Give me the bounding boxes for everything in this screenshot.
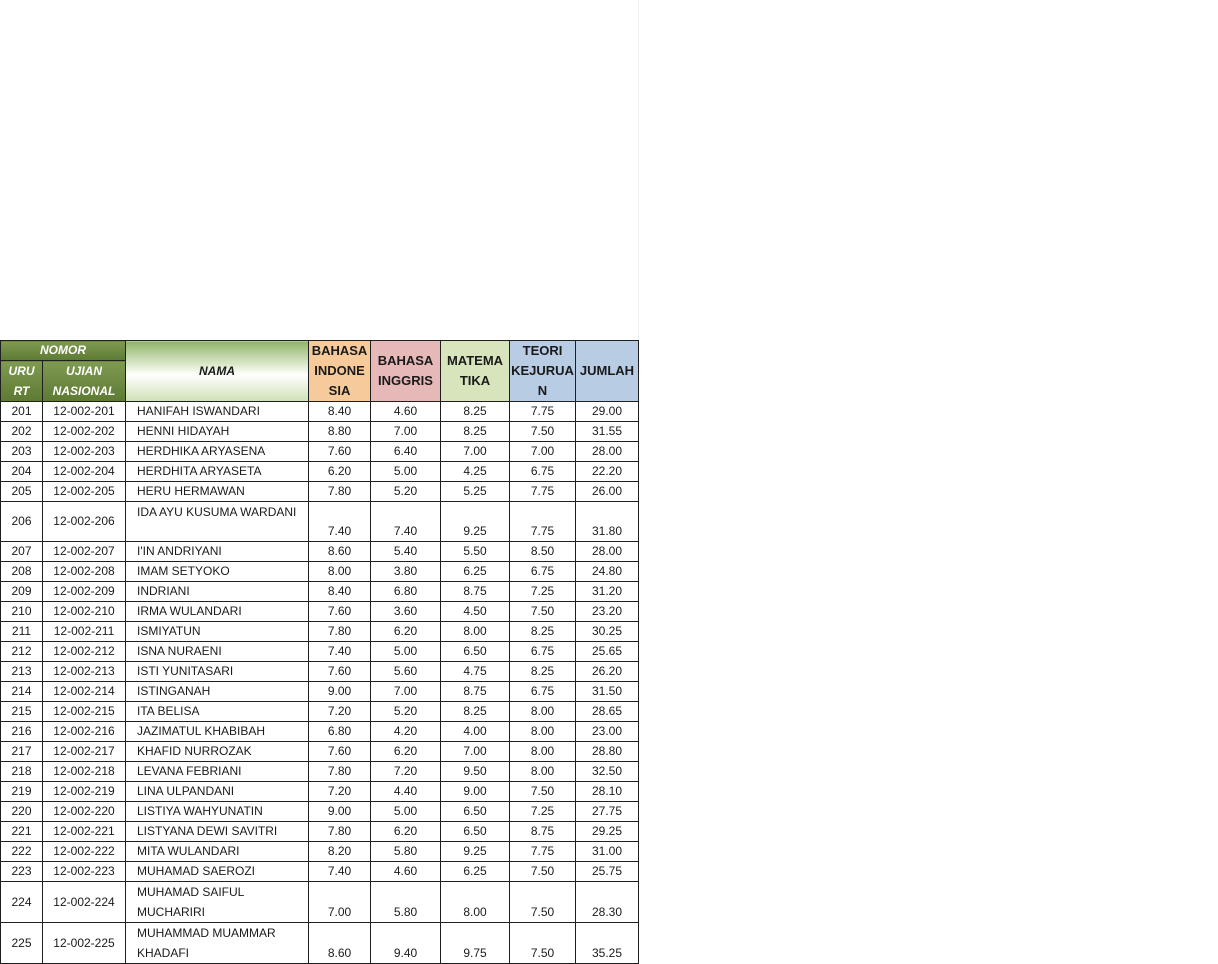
teori-kejuruan-cell: 8.25 [510,622,576,642]
ujian-nasional-cell: 12-002-222 [43,842,126,862]
matematika-cell: 6.50 [441,802,510,822]
ujian-nasional-cell: 12-002-202 [43,422,126,442]
bahasa-inggris-cell: 5.40 [371,542,441,562]
table-row [1,642,639,662]
teori-kejuruan-cell: 7.50 [510,782,576,802]
bahasa-indonesia-cell: 8.20 [309,842,371,862]
bahasa-inggris-cell: 5.20 [371,702,441,722]
matematika-cell: 6.50 [441,642,510,662]
bahasa-inggris-cell: 4.20 [371,722,441,742]
bahasa-inggris-cell: 9.40 [371,923,441,964]
nama-cell: LISTYANA DEWI SAVITRI [126,822,309,842]
bahasa-indonesia-header: BAHASA INDONE SIA [309,341,371,402]
table-row [1,502,639,542]
teori-kejuruan-cell: 8.75 [510,822,576,842]
bahasa-inggris-cell: 3.60 [371,602,441,622]
jumlah-cell: 26.20 [576,662,639,682]
teori-kejuruan-cell: 7.50 [510,602,576,622]
nama-cell: HERDHITA ARYASETA [126,462,309,482]
bahasa-indonesia-cell: 8.40 [309,582,371,602]
matematika-cell: 8.00 [441,622,510,642]
ujian-nasional-cell: 12-002-201 [43,402,126,422]
ujian-nasional-cell: 12-002-213 [43,662,126,682]
nama-cell: LINA ULPANDANI [126,782,309,802]
urut-cell: 205 [1,482,43,502]
teori-kejuruan-cell: 7.50 [510,862,576,882]
bahasa-indonesia-cell: 8.00 [309,562,371,582]
nama-cell: ISMIYATUN [126,622,309,642]
bahasa-inggris-cell: 5.80 [371,882,441,923]
jumlah-cell: 31.00 [576,842,639,862]
nama-cell: ISTI YUNITASARI [126,662,309,682]
teori-kejuruan-cell: 7.25 [510,802,576,822]
ujian-nasional-cell: 12-002-215 [43,702,126,722]
sheet-gridline [638,0,639,340]
teori-kejuruan-cell: 7.50 [510,923,576,964]
ujian-nasional-cell: 12-002-204 [43,462,126,482]
bahasa-indonesia-cell: 7.80 [309,762,371,782]
nama-cell: HERU HERMAWAN [126,482,309,502]
bahasa-inggris-cell: 5.80 [371,842,441,862]
bahasa-inggris-cell: 6.40 [371,442,441,462]
urut-cell: 202 [1,422,43,442]
bahasa-inggris-cell: 4.60 [371,862,441,882]
table-row [1,682,639,702]
jumlah-cell: 23.00 [576,722,639,742]
ujian-nasional-cell: 12-002-205 [43,482,126,502]
jumlah-cell: 31.50 [576,682,639,702]
bahasa-indonesia-cell: 7.80 [309,822,371,842]
table-row [1,702,639,722]
table-row [1,742,639,762]
nomor-header: NOMOR [1,341,126,361]
bahasa-inggris-cell: 7.20 [371,762,441,782]
bahasa-indonesia-cell: 7.80 [309,482,371,502]
teori-kejuruan-cell: 7.75 [510,402,576,422]
nama-cell: JAZIMATUL KHABIBAH [126,722,309,742]
nama-cell: MUHAMAD SAIFUL MUCHARIRI [126,882,309,923]
ujian-nasional-cell: 12-002-206 [43,502,126,542]
teori-kejuruan-cell: 6.75 [510,642,576,662]
urut-cell: 204 [1,462,43,482]
ujian-nasional-cell: 12-002-217 [43,742,126,762]
ujian-nasional-cell: 12-002-212 [43,642,126,662]
teori-kejuruan-cell: 7.00 [510,442,576,462]
table-row [1,923,639,964]
nama-cell: ISTINGANAH [126,682,309,702]
bahasa-indonesia-cell: 6.80 [309,722,371,742]
urut-cell: 210 [1,602,43,622]
urut-cell: 212 [1,642,43,662]
matematika-cell: 9.25 [441,842,510,862]
jumlah-cell: 28.00 [576,542,639,562]
urut-cell: 215 [1,702,43,722]
nama-cell: HERDHIKA ARYASENA [126,442,309,462]
nama-cell: ITA BELISA [126,702,309,722]
ujian-nasional-cell: 12-002-219 [43,782,126,802]
ujian-nasional-cell: 12-002-203 [43,442,126,462]
urut-cell: 225 [1,923,43,964]
teori-kejuruan-cell: 6.75 [510,682,576,702]
bahasa-inggris-cell: 6.20 [371,742,441,762]
bahasa-inggris-cell: 6.80 [371,582,441,602]
urut-cell: 224 [1,882,43,923]
nama-header: NAMA [126,341,309,402]
urut-header: URU RT [1,361,43,402]
bahasa-indonesia-cell: 8.60 [309,542,371,562]
jumlah-cell: 26.00 [576,482,639,502]
jumlah-header: JUMLAH [576,341,639,402]
bahasa-indonesia-cell: 7.20 [309,782,371,802]
ujian-nasional-cell: 12-002-220 [43,802,126,822]
table-row [1,882,639,923]
urut-cell: 201 [1,402,43,422]
jumlah-cell: 31.20 [576,582,639,602]
urut-cell: 209 [1,582,43,602]
ujian-nasional-cell: 12-002-216 [43,722,126,742]
bahasa-indonesia-cell: 7.60 [309,742,371,762]
nama-cell: ISNA NURAENI [126,642,309,662]
jumlah-cell: 35.25 [576,923,639,964]
ujian-nasional-cell: 12-002-208 [43,562,126,582]
ujian-nasional-cell: 12-002-225 [43,923,126,964]
ujian-nasional-cell: 12-002-214 [43,682,126,702]
matematika-cell: 7.00 [441,442,510,462]
bahasa-inggris-cell: 3.80 [371,562,441,582]
bahasa-indonesia-cell: 7.40 [309,862,371,882]
jumlah-cell: 32.50 [576,762,639,782]
matematika-cell: 4.00 [441,722,510,742]
jumlah-cell: 31.55 [576,422,639,442]
bahasa-indonesia-cell: 7.60 [309,442,371,462]
teori-kejuruan-header: TEORI KEJURUA N [510,341,576,402]
jumlah-cell: 28.80 [576,742,639,762]
bahasa-indonesia-cell: 7.60 [309,662,371,682]
ujian-nasional-cell: 12-002-207 [43,542,126,562]
teori-kejuruan-cell: 6.75 [510,562,576,582]
urut-cell: 206 [1,502,43,542]
matematika-cell: 6.25 [441,862,510,882]
jumlah-cell: 28.00 [576,442,639,462]
jumlah-cell: 25.65 [576,642,639,662]
jumlah-cell: 27.75 [576,802,639,822]
matematika-cell: 8.75 [441,582,510,602]
nama-cell: IRMA WULANDARI [126,602,309,622]
bahasa-inggris-cell: 7.00 [371,682,441,702]
nama-cell: KHAFID NURROZAK [126,742,309,762]
table-row [1,582,639,602]
jumlah-cell: 24.80 [576,562,639,582]
bahasa-indonesia-cell: 7.40 [309,502,371,542]
bahasa-inggris-cell: 6.20 [371,622,441,642]
bahasa-indonesia-cell: 7.20 [309,702,371,722]
matematika-cell: 8.25 [441,402,510,422]
matematika-cell: 6.50 [441,822,510,842]
ujian-nasional-cell: 12-002-211 [43,622,126,642]
bahasa-inggris-cell: 6.20 [371,822,441,842]
ujian-nasional-cell: 12-002-210 [43,602,126,622]
table-row [1,402,639,422]
teori-kejuruan-cell: 7.50 [510,422,576,442]
bahasa-inggris-cell: 5.20 [371,482,441,502]
matematika-cell: 9.25 [441,502,510,542]
jumlah-cell: 23.20 [576,602,639,622]
urut-cell: 213 [1,662,43,682]
teori-kejuruan-cell: 8.50 [510,542,576,562]
jumlah-cell: 28.30 [576,882,639,923]
ujian-nasional-cell: 12-002-221 [43,822,126,842]
matematika-cell: 8.75 [441,682,510,702]
bahasa-inggris-cell: 5.00 [371,462,441,482]
teori-kejuruan-cell: 8.25 [510,662,576,682]
ujian-nasional-cell: 12-002-223 [43,862,126,882]
matematika-cell: 7.00 [441,742,510,762]
nama-cell: INDRIANI [126,582,309,602]
bahasa-indonesia-cell: 8.80 [309,422,371,442]
teori-kejuruan-cell: 7.75 [510,502,576,542]
jumlah-cell: 31.80 [576,502,639,542]
teori-kejuruan-cell: 8.00 [510,742,576,762]
bahasa-indonesia-cell: 7.00 [309,882,371,923]
table-row [1,562,639,582]
score-table [0,340,639,964]
urut-cell: 219 [1,782,43,802]
bahasa-indonesia-cell: 7.40 [309,642,371,662]
matematika-cell: 4.50 [441,602,510,622]
table-row [1,862,639,882]
table-row [1,422,639,442]
table-row [1,762,639,782]
table-body [1,402,639,964]
urut-cell: 220 [1,802,43,822]
matematika-cell: 8.25 [441,702,510,722]
jumlah-cell: 30.25 [576,622,639,642]
nama-cell: LISTIYA WAHYUNATIN [126,802,309,822]
jumlah-cell: 25.75 [576,862,639,882]
teori-kejuruan-cell: 7.25 [510,582,576,602]
ujian-nasional-cell: 12-002-218 [43,762,126,782]
bahasa-indonesia-cell: 6.20 [309,462,371,482]
bahasa-inggris-cell: 5.60 [371,662,441,682]
bahasa-inggris-cell: 4.40 [371,782,441,802]
table-row [1,622,639,642]
table-row [1,842,639,862]
teori-kejuruan-cell: 7.75 [510,482,576,502]
matematika-cell: 5.25 [441,482,510,502]
urut-cell: 218 [1,762,43,782]
urut-cell: 207 [1,542,43,562]
nama-cell: HENNI HIDAYAH [126,422,309,442]
urut-cell: 214 [1,682,43,702]
bahasa-inggris-header: BAHASA INGGRIS [371,341,441,402]
bahasa-inggris-cell: 7.40 [371,502,441,542]
matematika-cell: 4.25 [441,462,510,482]
matematika-header: MATEMA TIKA [441,341,510,402]
teori-kejuruan-cell: 6.75 [510,462,576,482]
table-row [1,462,639,482]
bahasa-inggris-cell: 7.00 [371,422,441,442]
nama-cell: IMAM SETYOKO [126,562,309,582]
table-row [1,822,639,842]
table-row [1,802,639,822]
teori-kejuruan-cell: 7.50 [510,882,576,923]
teori-kejuruan-cell: 8.00 [510,762,576,782]
bahasa-inggris-cell: 4.60 [371,402,441,422]
urut-cell: 221 [1,822,43,842]
table-row [1,782,639,802]
matematika-cell: 5.50 [441,542,510,562]
urut-cell: 211 [1,622,43,642]
jumlah-cell: 29.00 [576,402,639,422]
bahasa-indonesia-cell: 9.00 [309,802,371,822]
nama-cell: IDA AYU KUSUMA WARDANI [126,502,309,542]
matematika-cell: 8.25 [441,422,510,442]
matematika-cell: 4.75 [441,662,510,682]
bahasa-indonesia-cell: 8.60 [309,923,371,964]
teori-kejuruan-cell: 8.00 [510,722,576,742]
table-row [1,602,639,622]
urut-cell: 223 [1,862,43,882]
urut-cell: 216 [1,722,43,742]
table-row [1,442,639,462]
bahasa-indonesia-cell: 9.00 [309,682,371,702]
matematika-cell: 9.75 [441,923,510,964]
teori-kejuruan-cell: 8.00 [510,702,576,722]
jumlah-cell: 29.25 [576,822,639,842]
ujian-nasional-cell: 12-002-224 [43,882,126,923]
urut-cell: 217 [1,742,43,762]
table-row [1,542,639,562]
urut-cell: 208 [1,562,43,582]
jumlah-cell: 22.20 [576,462,639,482]
matematika-cell: 8.00 [441,882,510,923]
matematika-cell: 6.25 [441,562,510,582]
nama-cell: HANIFAH ISWANDARI [126,402,309,422]
table-row [1,662,639,682]
bahasa-inggris-cell: 5.00 [371,802,441,822]
nama-cell: I'IN ANDRIYANI [126,542,309,562]
bahasa-inggris-cell: 5.00 [371,642,441,662]
urut-cell: 222 [1,842,43,862]
nama-cell: MUHAMAD SAEROZI [126,862,309,882]
table-row [1,482,639,502]
nama-cell: MITA WULANDARI [126,842,309,862]
nama-cell: MUHAMMAD MUAMMAR KHADAFI [126,923,309,964]
jumlah-cell: 28.10 [576,782,639,802]
urut-cell: 203 [1,442,43,462]
ujian-nasional-cell: 12-002-209 [43,582,126,602]
table-row [1,722,639,742]
matematika-cell: 9.00 [441,782,510,802]
table-header [1,341,639,402]
nama-cell: LEVANA FEBRIANI [126,762,309,782]
bahasa-indonesia-cell: 7.80 [309,622,371,642]
matematika-cell: 9.50 [441,762,510,782]
bahasa-indonesia-cell: 7.60 [309,602,371,622]
ujian-nasional-header: UJIAN NASIONAL [43,361,126,402]
jumlah-cell: 28.65 [576,702,639,722]
teori-kejuruan-cell: 7.75 [510,842,576,862]
bahasa-indonesia-cell: 8.40 [309,402,371,422]
